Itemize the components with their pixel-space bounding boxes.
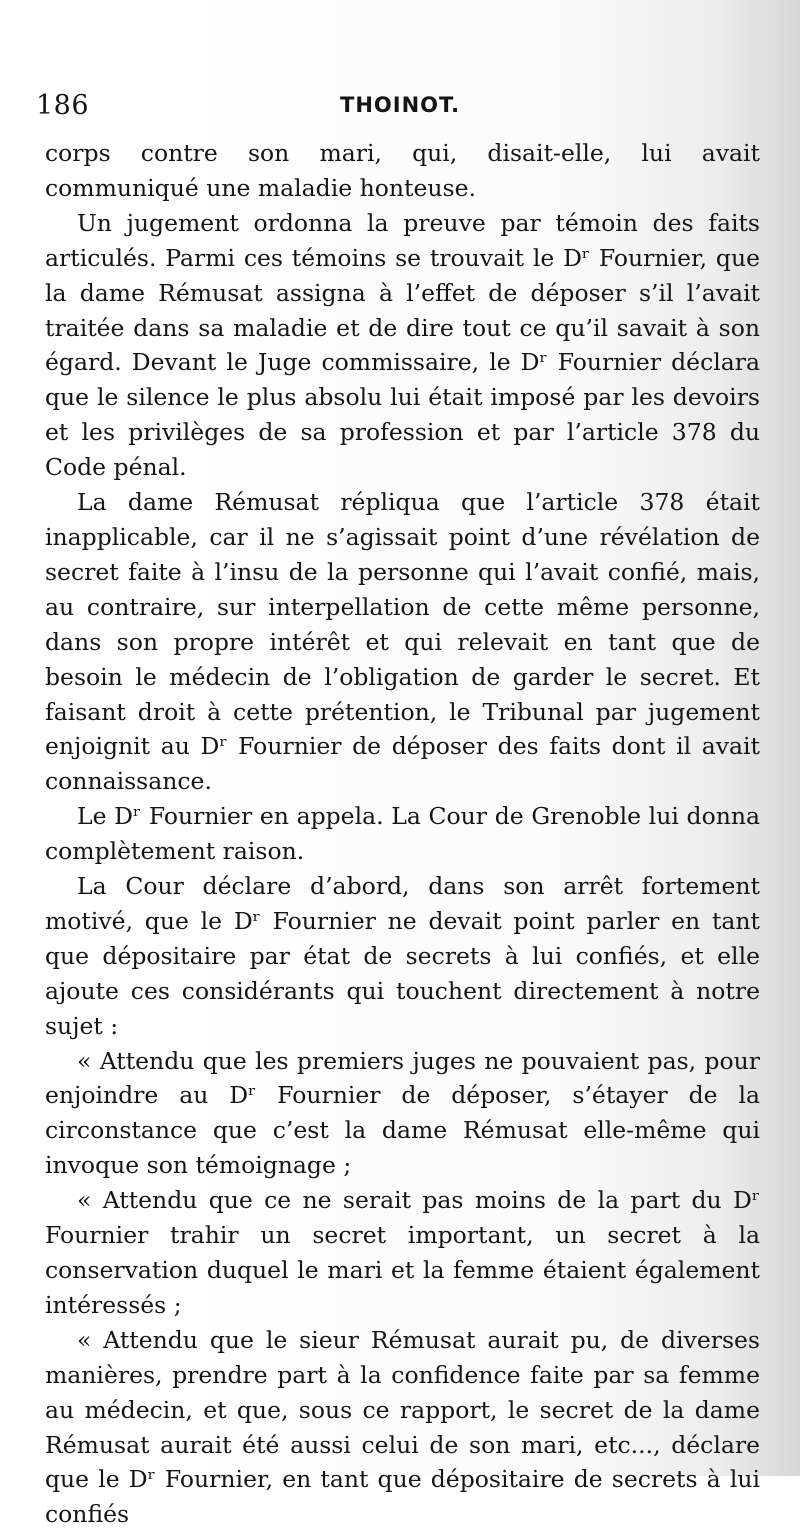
page-header — [0, 86, 800, 126]
paragraph-replique: La dame Rémusat répliqua que l’article 378 était inapplicable, car il ne s’agissait point d’une révélation de secret faite à l’insu de la personne qui l’avait confié, mais, au contraire, sur interpellation de cette même personne, dans son propre intérêt et qui relevait en tant que de besoin le médecin de l’obligation de garder le secret. Et faisant droit à cette prétention, le Tribunal par jugement enjoignit au Dʳ Fournier de déposer des faits dont il avait connaissance. — [45, 488, 760, 796]
body-text — [45, 136, 760, 1532]
paragraph-cour-declare: La Cour déclare d’abord, dans son arrêt fortement motivé, que le Dʳ Fournier ne devait point parler en tant que dépositaire par état de secrets à lui confiés, et elle ajoute ces considérants qui touchent directement à notre sujet : — [45, 872, 760, 1040]
paragraph-continuation: corps contre son mari, qui, disait-elle, lui avait communiqué une maladie honteuse. — [45, 139, 760, 202]
quote-attendu-3: « Attendu que le sieur Rémusat aurait pu, de diverses manières, prendre part à la confidence faite par sa femme au médecin, et que, sous ce rapport, le secret de la dame Rémusat aurait été aussi celui de son mari, etc..., déclare que le Dʳ Fournier, en tant que dépositaire de secrets à lui confiés — [45, 1325, 760, 1529]
paragraph-appel: Le Dʳ Fournier en appela. La Cour de Grenoble lui donna complètement raison. — [45, 802, 760, 866]
quote-attendu-2: « Attendu que ce ne serait pas moins de la part du Dʳ Fournier trahir un secret important, un secret à la conservation duquel le mari et la femme étaient également intéressés ; — [45, 1186, 760, 1319]
quote-attendu-1: « Attendu que les premiers juges ne pouvaient pas, pour enjoindre au Dʳ Fournier de déposer, s’étayer de la circonstance que c’est la dame Rémusat elle-même qui invoque son témoignage ; — [45, 1046, 760, 1180]
page-number: 186 — [36, 90, 90, 121]
running-head: THOINOT. — [340, 93, 461, 117]
paragraph-jugement: Un jugement ordonna la preuve par témoin des faits articulés. Parmi ces témoins se trouvait le Dʳ Fournier, que la dame Rémusat assigna à l’effet de déposer s’il l’avait traitée dans sa maladie et de dire tout ce qu’il savait à son égard. Devant le Juge commissaire, le Dʳ Fournier déclara que le silence le plus absolu lui était imposé par les devoirs et les privilèges de sa profession et par l’article 378 du Code pénal. — [45, 208, 760, 482]
